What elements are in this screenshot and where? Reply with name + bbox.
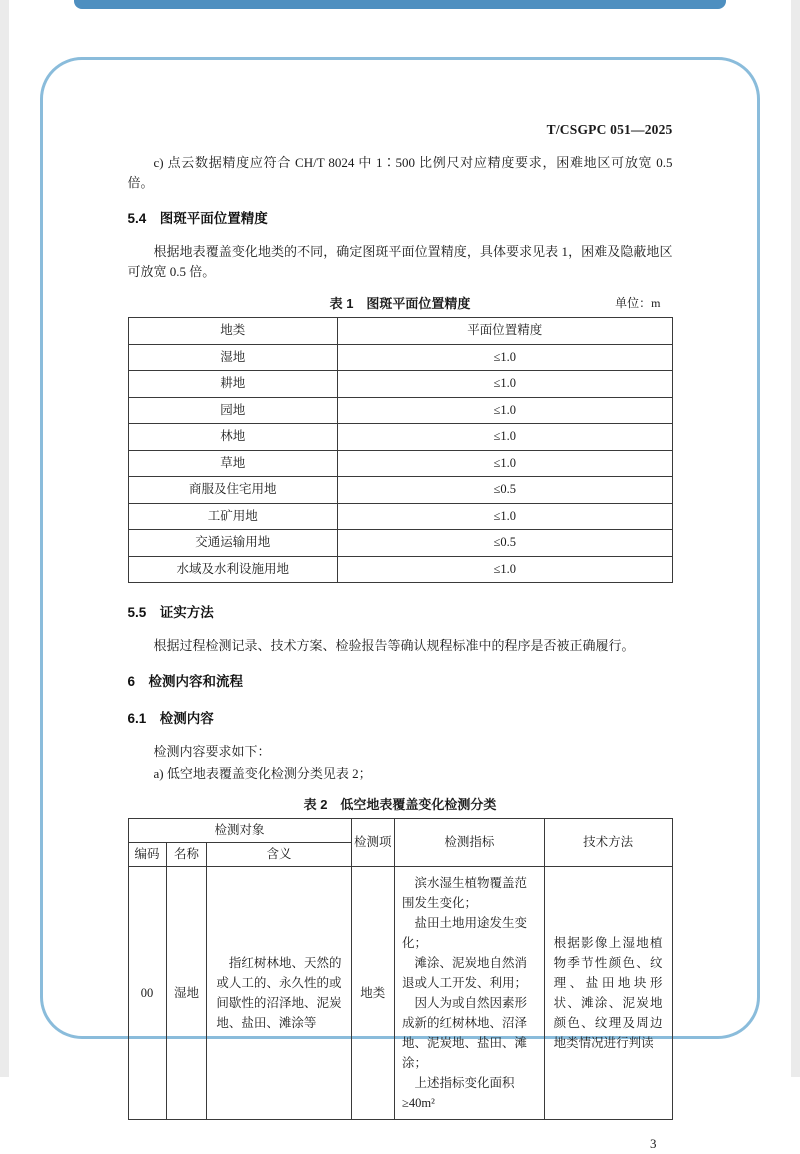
- table-row: [128, 450, 672, 477]
- table1-cell-precision: ≤0.5: [337, 477, 672, 504]
- table2-header-name: 名称: [166, 842, 207, 866]
- table1-cell-type: 水域及水利设施用地: [128, 556, 337, 583]
- table2-header-item: 检测项: [351, 818, 395, 867]
- table1-cell-type: 耕地: [128, 371, 337, 398]
- section-6-heading: 6 检测内容和流程: [127, 674, 244, 690]
- table1-cell-precision: ≤1.0: [337, 344, 672, 371]
- table1-header-row: [128, 318, 672, 345]
- indicator-clause: 盐田土地用途发生变化；: [402, 916, 528, 951]
- table1-cell-precision: ≤0.5: [337, 530, 672, 557]
- table1-cell-precision: ≤1.0: [337, 424, 672, 451]
- table1-caption: 表 1 图斑平面位置精度: [329, 296, 471, 312]
- table1-cell-type: 湿地: [128, 344, 337, 371]
- table1-cell-type: 草地: [128, 450, 337, 477]
- table-row: [128, 867, 672, 1120]
- table-row: [128, 556, 672, 583]
- table2-header-code: 编码: [128, 842, 166, 866]
- page-number: 3: [650, 1136, 657, 1152]
- table2-header-indicator: 检测指标: [395, 818, 545, 867]
- table1-cell-precision: ≤1.0: [337, 503, 672, 530]
- table1-cell-precision: ≤1.0: [337, 397, 672, 424]
- table2-cell-name: 湿地: [166, 867, 207, 1120]
- clause-c: c) 点云数据精度应符合 CH/T 8024 中 1∶500 比例尺对应精度要求，困难地区可放宽 0.5 倍。: [127, 154, 673, 191]
- table1-cell-type: 林地: [128, 424, 337, 451]
- indicator-clause: 上述指标变化面积≥40m²: [402, 1076, 515, 1111]
- indicator-clause: 因人为或自然因素形成新的红树林地、沼泽地、泥炭地、盐田、滩涂；: [402, 996, 528, 1071]
- table1: [128, 317, 673, 583]
- table2-caption-row: [128, 795, 673, 813]
- table-row: [128, 397, 672, 424]
- section-5-4-paragraph: 根据地表覆盖变化地类的不同，确定图斑平面位置精度，具体要求见表 1，困难及隐蔽地区可放宽 0.5 倍。: [127, 244, 673, 280]
- table2-cell-meaning: 指红树林地、天然的或人工的、永久性的或间歇性的沼泽地、泥炭地、盐田、滩涂等: [207, 867, 351, 1120]
- table2-header-method: 技术方法: [544, 818, 672, 867]
- table2-header-meaning: 含义: [207, 842, 351, 866]
- previous-page-border-edge: [74, 0, 726, 9]
- table1-cell-type: 园地: [128, 397, 337, 424]
- table-row: [128, 503, 672, 530]
- table-row: [128, 530, 672, 557]
- table-row: [128, 371, 672, 398]
- table2: [128, 818, 673, 1121]
- table2-caption: 表 2 低空地表覆盖变化检测分类: [303, 796, 497, 812]
- table1-header-type: 地类: [128, 318, 337, 345]
- table1-cell-precision: ≤1.0: [337, 371, 672, 398]
- clause-a: a) 低空地表覆盖变化检测分类见表 2；: [153, 766, 372, 782]
- table2-cell-method: 根据影像上湿地植物季节性颜色、纹理、盐田地块形状、滩涂、泥炭地颜色、纹理及周边地类情况进行判读: [544, 867, 672, 1120]
- table1-caption-row: [128, 294, 673, 312]
- table1-cell-type: 商服及住宅用地: [128, 477, 337, 504]
- table2-cell-indicator: [395, 867, 545, 1120]
- section-5-4-heading: 5.4 图斑平面位置精度: [127, 211, 268, 227]
- table-row: [128, 424, 672, 451]
- table1-unit: 单位：m: [615, 295, 661, 310]
- scan-edge-right: [791, 0, 800, 1077]
- table2-cell-code: 00: [128, 867, 166, 1120]
- table1-cell-precision: ≤1.0: [337, 556, 672, 583]
- table1-cell-type: 工矿用地: [128, 503, 337, 530]
- table-row: [128, 477, 672, 504]
- table2-header-group: 检测对象: [128, 818, 351, 842]
- table1-header-precision: 平面位置精度: [337, 318, 672, 345]
- scan-edge-left: [0, 0, 9, 1077]
- doc-number: T/CSGPC 051—2025: [546, 122, 673, 137]
- table2-cell-item: 地类: [351, 867, 395, 1120]
- section-6-1-heading: 6.1 检测内容: [127, 711, 214, 727]
- section-5-5-heading: 5.5 证实方法: [127, 605, 214, 621]
- table2-header-row-1: [128, 818, 672, 842]
- page-content: [128, 120, 673, 1154]
- section-6-1-lead: 检测内容要求如下：: [153, 744, 271, 760]
- section-5-5-paragraph: 根据过程检测记录、技术方案、检验报告等确认规程标准中的程序是否被正确履行。: [153, 638, 635, 654]
- indicator-clause: 滩涂、泥炭地自然消退或人工开发、利用；: [402, 956, 528, 991]
- page-border-frame: [40, 57, 760, 1152]
- table1-cell-type: 交通运输用地: [128, 530, 337, 557]
- table1-cell-precision: ≤1.0: [337, 450, 672, 477]
- table-row: [128, 344, 672, 371]
- indicator-clause: 滨水湿生植物覆盖范围发生变化；: [402, 876, 528, 911]
